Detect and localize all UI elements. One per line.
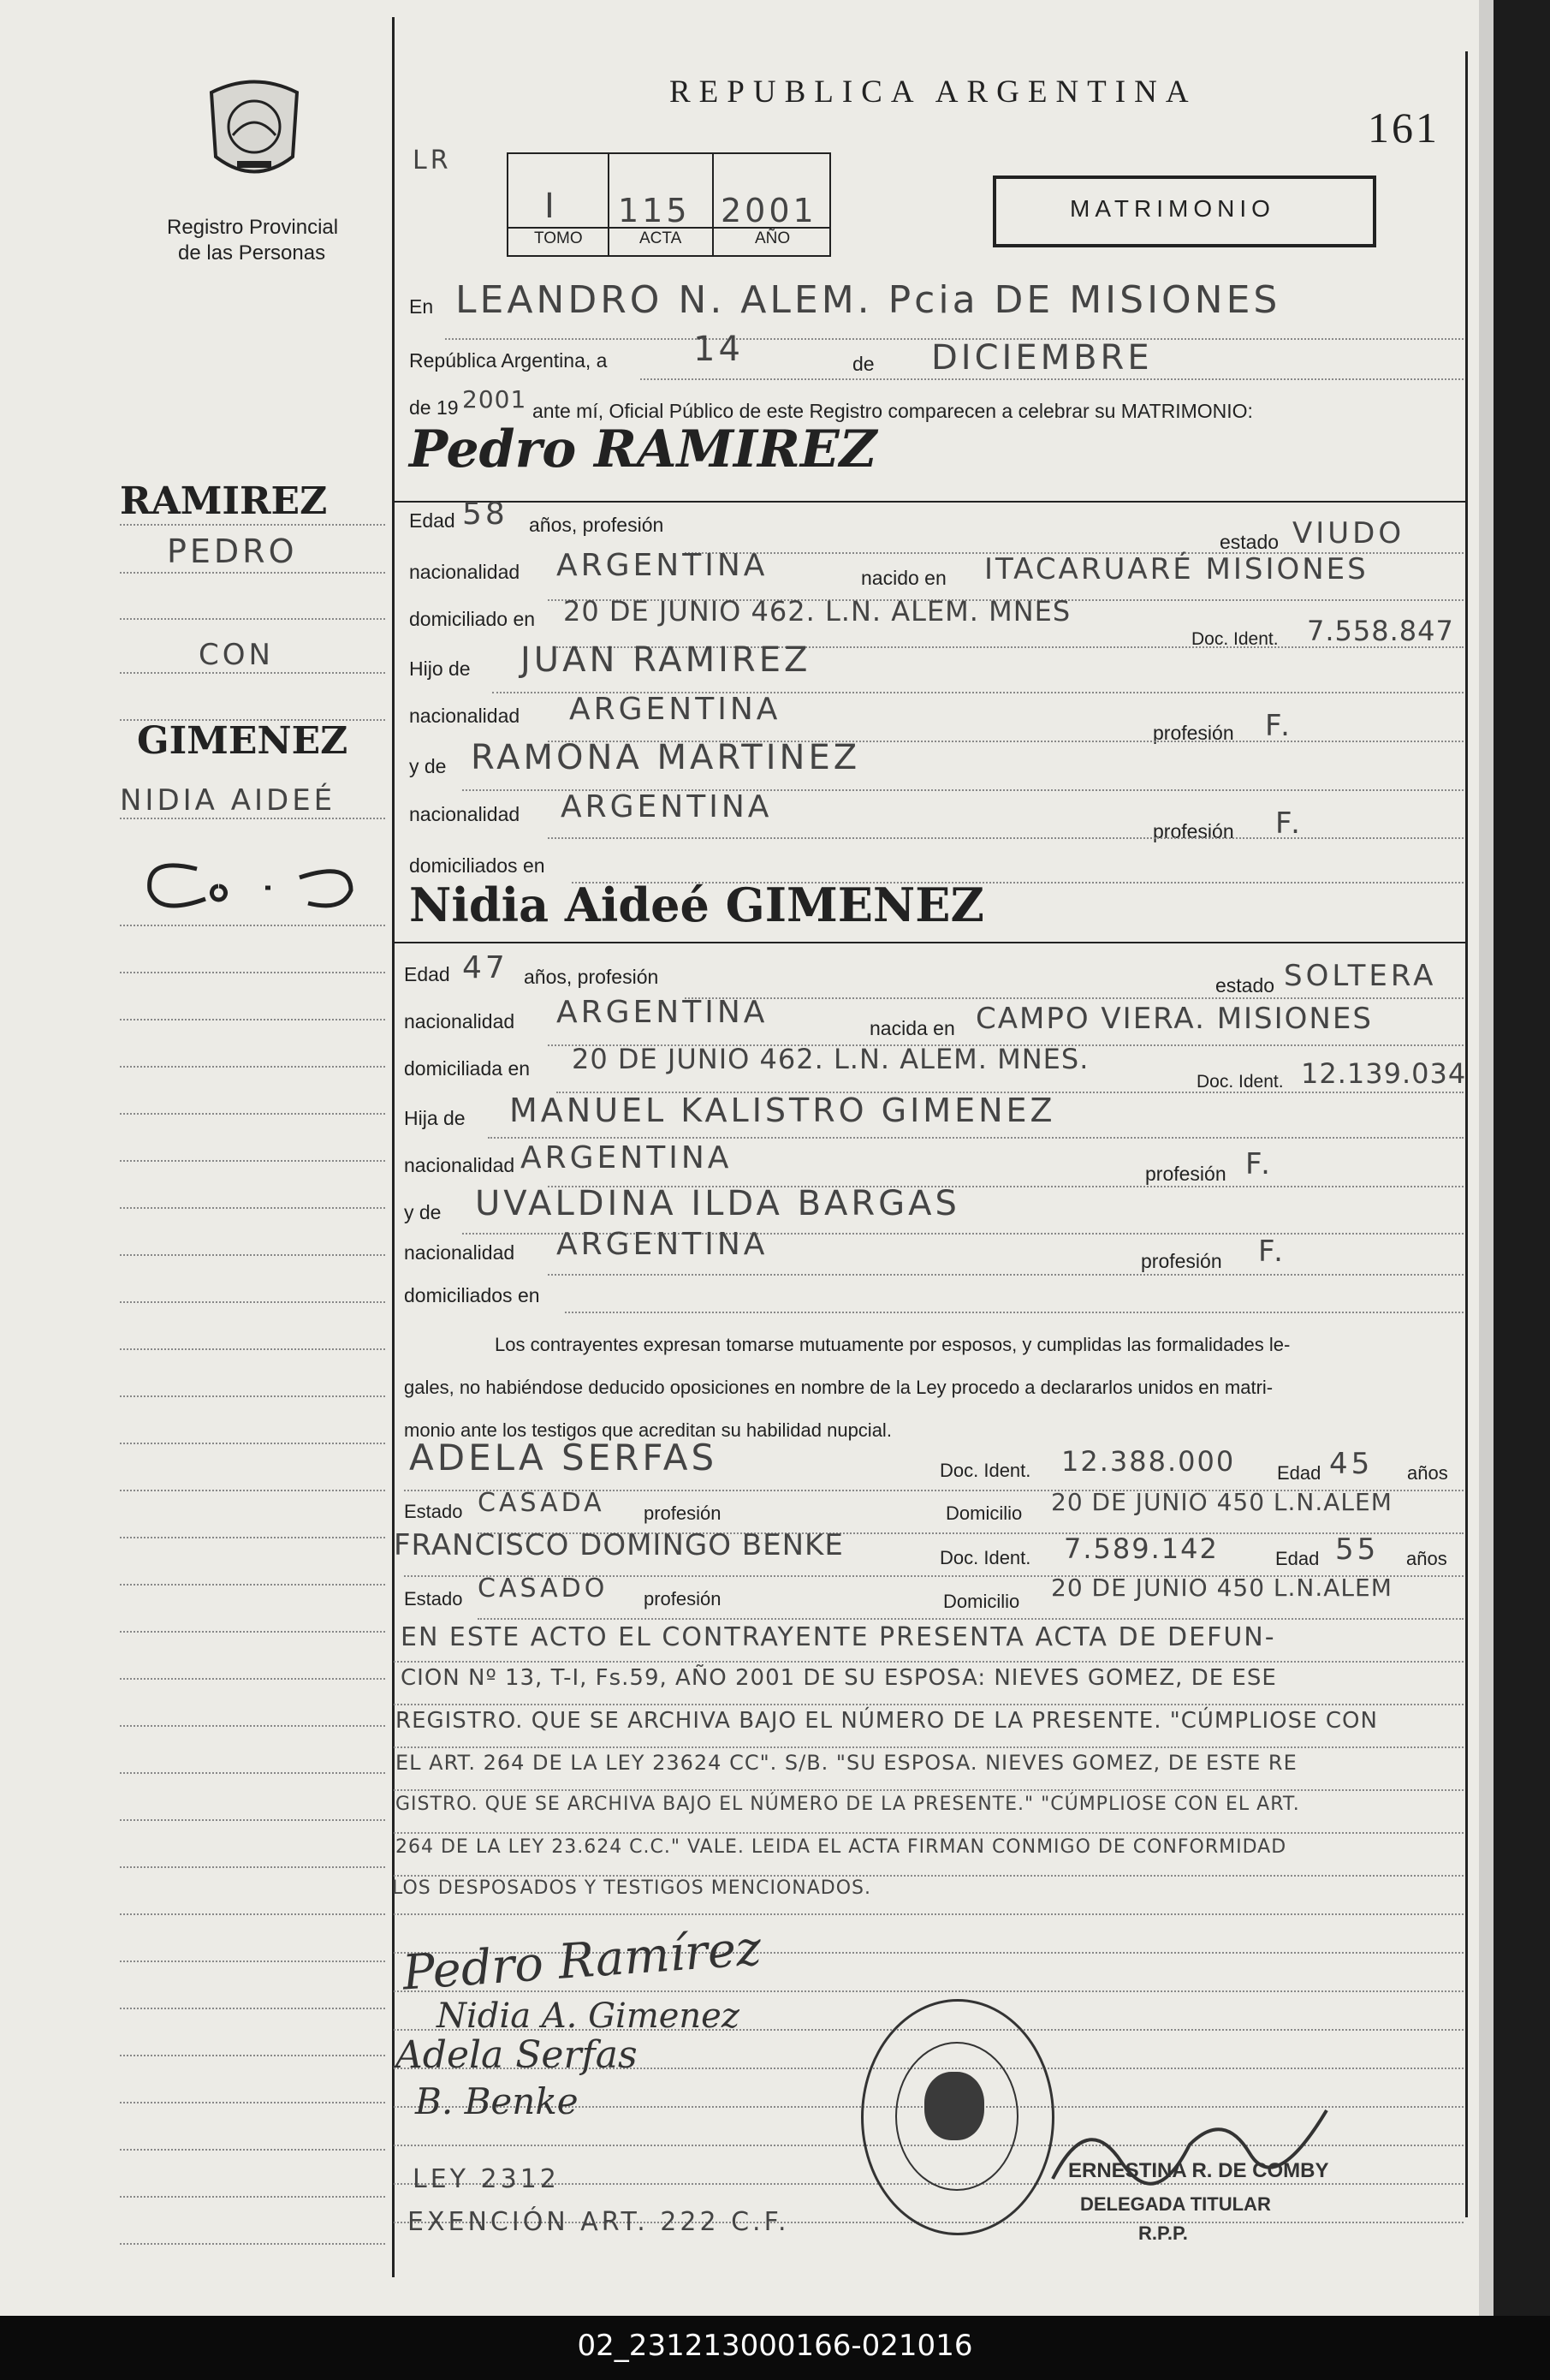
witness-1-edad-label: Edad <box>1277 1462 1321 1484</box>
bride-doc: 12.139.034 <box>1301 1057 1467 1090</box>
scan-footer-id: 02_231213000166-021016 <box>577 2329 973 2363</box>
margin-con: CON <box>199 638 274 672</box>
groom-nac-label: nacionalidad <box>409 561 520 583</box>
bride-mother-nac-label: nacionalidad <box>404 1241 515 1264</box>
ref-divider-1 <box>608 152 609 255</box>
right-border-rule <box>1465 51 1468 2217</box>
margin-line-1 <box>120 524 385 526</box>
witness-1-doc: 12.388.000 <box>1061 1445 1236 1478</box>
ref-divider-2 <box>712 152 714 255</box>
witness-1-domicilio-label: Domicilio <box>946 1502 1023 1524</box>
note-line-3: REGISTRO. QUE SE ARCHIVA BAJO EL NÚMERO DE LA PRESENTE. "CÚMPLIOSE CON <box>395 1708 1378 1734</box>
margin-bride-surname: GIMENEZ <box>137 719 348 763</box>
official-role: DELEGADA TITULAR <box>1080 2193 1271 2215</box>
bride-nacida: CAMPO VIERA. MISIONES <box>976 1002 1373 1036</box>
groom-mother: RAMONA MARTINEZ <box>471 738 861 777</box>
official-name: ERNESTINA R. DE COMBY <box>1068 2159 1329 2182</box>
bride-anos-profesion: años, profesión <box>524 966 659 988</box>
witness-2-anos-label: años <box>1406 1548 1447 1569</box>
margin-line-4 <box>120 672 385 674</box>
groom-mother-prof-label: profesión <box>1153 820 1234 842</box>
month-value: DICIEMBRE <box>931 338 1153 378</box>
intro-text: ante mí, Oficial Público de este Registro comparecen a celebrar su MATRIMONIO: <box>532 400 1253 422</box>
note-rule-6 <box>394 1875 1464 1877</box>
ley-text: LEY 2312 <box>413 2164 560 2194</box>
witness-2-doc-label: Doc. Ident. <box>940 1547 1031 1568</box>
note-rule-5 <box>394 1832 1464 1834</box>
bride-mother-label: y de <box>404 1201 442 1223</box>
groom-dom: 20 DE JUNIO 462. L.N. ALEM. MNES <box>563 595 1072 628</box>
bride-mother: UVALDINA ILDA BARGAS <box>475 1184 960 1223</box>
bride-estado: SOLTERA <box>1284 959 1437 993</box>
bride-mother-prof: F. <box>1258 1235 1286 1269</box>
country-title: REPUBLICA ARGENTINA <box>669 74 1197 110</box>
note-rule-4 <box>394 1789 1464 1791</box>
book-binding <box>1494 0 1550 2316</box>
bride-dom-label: domiciliada en <box>404 1057 531 1080</box>
witness-2-dom-line <box>478 1618 1464 1620</box>
note-line-7: LOS DESPOSADOS Y TESTIGOS MENCIONADOS. <box>392 1877 871 1899</box>
en-label: En <box>409 295 434 318</box>
left-column-rule <box>392 17 395 2277</box>
groom-father-prof: F. <box>1265 709 1293 743</box>
bride-dom: 20 DE JUNIO 462. L.N. ALEM. MNES. <box>572 1043 1090 1075</box>
witness-2-name: FRANCISCO DOMINGO BENKE <box>394 1528 844 1562</box>
acta-label: ACTA <box>639 229 682 247</box>
date-line <box>640 378 1464 380</box>
bride-father-label: Hija de <box>404 1107 466 1129</box>
statement-line-1: Los contrayentes expresan tomarse mutuamente por esposos, y cumplidas las formalidades le- <box>495 1334 1291 1355</box>
groom-name-rule <box>392 501 1465 503</box>
witness-1-domicilio: 20 DE JUNIO 450 L.N.ALEM <box>1051 1488 1393 1516</box>
groom-father-nac-label: nacionalidad <box>409 705 520 727</box>
bride-doc-label: Doc. Ident. <box>1197 1072 1284 1092</box>
witness-1-estado-label: Estado <box>404 1501 463 1522</box>
witness-2-doc: 7.589.142 <box>1064 1532 1219 1565</box>
margin-bride-name: NIDIA AIDEÉ <box>120 783 336 818</box>
groom-doc: 7.558.847 <box>1307 615 1454 647</box>
bride-nac: ARGENTINA <box>556 995 769 1030</box>
bride-father-prof: F. <box>1245 1147 1274 1181</box>
groom-mother-nac: ARGENTINA <box>561 789 773 824</box>
bride-father-line <box>488 1137 1464 1139</box>
bride-father-nac-label: nacionalidad <box>404 1154 515 1176</box>
bride-estado-label: estado <box>1215 974 1275 997</box>
ano-value: 2001 <box>721 192 817 229</box>
groom-father-nac: ARGENTINA <box>569 692 781 727</box>
margin-groom-surname: RAMIREZ <box>120 479 328 523</box>
bride-edad-line <box>685 997 1464 999</box>
groom-edad: 58 <box>462 497 508 532</box>
day-value: 14 <box>693 330 744 369</box>
groom-estado-label: estado <box>1220 531 1280 553</box>
bride-father: MANUEL KALISTRO GIMENEZ <box>509 1092 1056 1129</box>
record-type: MATRIMONIO <box>1070 195 1275 222</box>
note-rule-2 <box>394 1704 1464 1705</box>
thumbprint-icon <box>924 2072 984 2140</box>
groom-nacido: ITACARUARÉ MISIONES <box>984 552 1369 586</box>
groom-name: Pedro RAMIREZ <box>409 419 877 479</box>
groom-doms-label: domiciliados en <box>409 854 545 877</box>
note-line-4: EL ART. 264 DE LA LEY 23624 CC". S/B. "SU ESPOSA. NIEVES GOMEZ, DE ESTE RE <box>395 1751 1298 1775</box>
place-value: LEANDRO N. ALEM. Pcia DE MISIONES <box>455 278 1281 322</box>
witness-1-name: ADELA SERFAS <box>409 1437 718 1479</box>
witness-1-estado: CASADA <box>478 1488 605 1518</box>
bride-edad: 47 <box>462 950 508 985</box>
groom-mother-label: y de <box>409 755 447 777</box>
witness-2-estado: CASADO <box>478 1574 609 1604</box>
note-rule-1 <box>394 1661 1464 1663</box>
signature-bride: Nidia A. Gimenez <box>436 1996 739 2036</box>
witness-1-doc-label: Doc. Ident. <box>940 1460 1031 1481</box>
margin-line-2 <box>120 572 385 574</box>
month-de-label: de <box>852 353 875 375</box>
statement-line-2: gales, no habiéndose deducido oposiciones en nombre de la Ley procedo a declararlos unidos en matri- <box>404 1377 1274 1398</box>
groom-doc-label: Doc. Ident. <box>1191 629 1279 649</box>
note-line-6: 264 DE LA LEY 23.624 C.C." VALE. LEIDA EL ACTA FIRMAN CONMIGO DE CONFORMIDAD <box>395 1836 1287 1858</box>
bride-father-prof-label: profesión <box>1145 1163 1226 1185</box>
witness-2-profesion-label: profesión <box>644 1588 722 1609</box>
margin-line-3 <box>120 618 385 620</box>
groom-father-prof-label: profesión <box>1153 722 1234 744</box>
official-unit: R.P.P. <box>1138 2222 1188 2244</box>
flourish-icon <box>137 852 368 920</box>
exencion-text: EXENCIÓN ART. 222 C.F. <box>407 2207 790 2237</box>
bride-mother-prof-label: profesión <box>1141 1250 1222 1272</box>
bride-mother-nac: ARGENTINA <box>556 1227 769 1262</box>
bride-edad-label: Edad <box>404 963 450 985</box>
bride-nac-label: nacionalidad <box>404 1010 515 1032</box>
witness-1-edad: 45 <box>1329 1447 1374 1481</box>
bride-mother-nac-line <box>548 1274 1464 1276</box>
registry-name-line1: Registro Provincial <box>167 216 339 239</box>
page-edge <box>1479 0 1494 2316</box>
signature-witness-1: Adela Serfas <box>395 2033 638 2077</box>
groom-nac: ARGENTINA <box>556 548 769 583</box>
margin-line-6 <box>120 818 385 819</box>
acta-value: 115 <box>618 192 691 229</box>
witness-2-domicilio-label: Domicilio <box>943 1591 1020 1612</box>
groom-mother-prof: F. <box>1275 806 1304 841</box>
margin-note: LR <box>413 146 452 176</box>
witness-1-anos-label: años <box>1407 1462 1448 1484</box>
groom-nacido-label: nacido en <box>861 567 947 589</box>
groom-edad-label: Edad <box>409 509 455 532</box>
witness-2-edad-label: Edad <box>1275 1548 1320 1569</box>
page-number: 161 <box>1368 104 1440 152</box>
note-line-5: GISTRO. QUE SE ARCHIVA BAJO EL NÚMERO DE LA PRESENTE." "CÚMPLIOSE CON EL ART. <box>395 1794 1300 1815</box>
margin-groom-name: PEDRO <box>167 533 298 570</box>
bride-doms-label: domiciliados en <box>404 1284 540 1306</box>
groom-mother-nac-line <box>548 837 1464 839</box>
tomo-label: TOMO <box>534 229 583 247</box>
witness-2-domicilio: 20 DE JUNIO 450 L.N.ALEM <box>1051 1574 1393 1602</box>
year-prefix: de 19 <box>409 396 459 419</box>
note-rule-7 <box>394 1913 1464 1915</box>
groom-anos-profesion: años, profesión <box>529 514 664 536</box>
ano-label: AÑO <box>755 229 791 247</box>
statement-line-3: monio ante los testigos que acreditan su habilidad nupcial. <box>404 1419 892 1441</box>
bride-nacida-label: nacida en <box>870 1017 955 1039</box>
groom-dom-label: domiciliado en <box>409 608 536 630</box>
groom-mother-nac-label: nacionalidad <box>409 803 520 825</box>
witness-2-edad: 55 <box>1335 1532 1380 1567</box>
groom-father-label: Hijo de <box>409 657 471 680</box>
tomo-value: I <box>544 187 558 226</box>
groom-father: JUAN RAMIREZ <box>520 640 811 680</box>
year-value: 2001 <box>462 385 527 414</box>
witness-1-profesion-label: profesión <box>644 1502 722 1524</box>
republica-label: República Argentina, a <box>409 349 608 372</box>
groom-estado: VIUDO <box>1292 516 1405 550</box>
registry-name-line2: de las Personas <box>178 241 326 265</box>
signature-witness-2: B. Benke <box>415 2080 579 2122</box>
note-line-2: CION Nº 13, T-I, Fs.59, AÑO 2001 DE SU ESPOSA: NIEVES GOMEZ, DE ESE <box>401 1665 1277 1691</box>
bride-doms-line <box>565 1312 1464 1313</box>
witness-2-estado-label: Estado <box>404 1588 463 1609</box>
bride-name-rule <box>392 942 1465 943</box>
note-line-1: EN ESTE ACTO EL CONTRAYENTE PRESENTA ACTA DE DEFUN- <box>401 1622 1276 1652</box>
note-rule-3 <box>394 1746 1464 1748</box>
bride-father-nac: ARGENTINA <box>520 1140 733 1175</box>
signature-groom: Pedro Ramírez <box>401 1920 763 2002</box>
misiones-seal-icon <box>203 75 306 187</box>
bride-name: Nidia Aideé GIMENEZ <box>409 878 984 932</box>
